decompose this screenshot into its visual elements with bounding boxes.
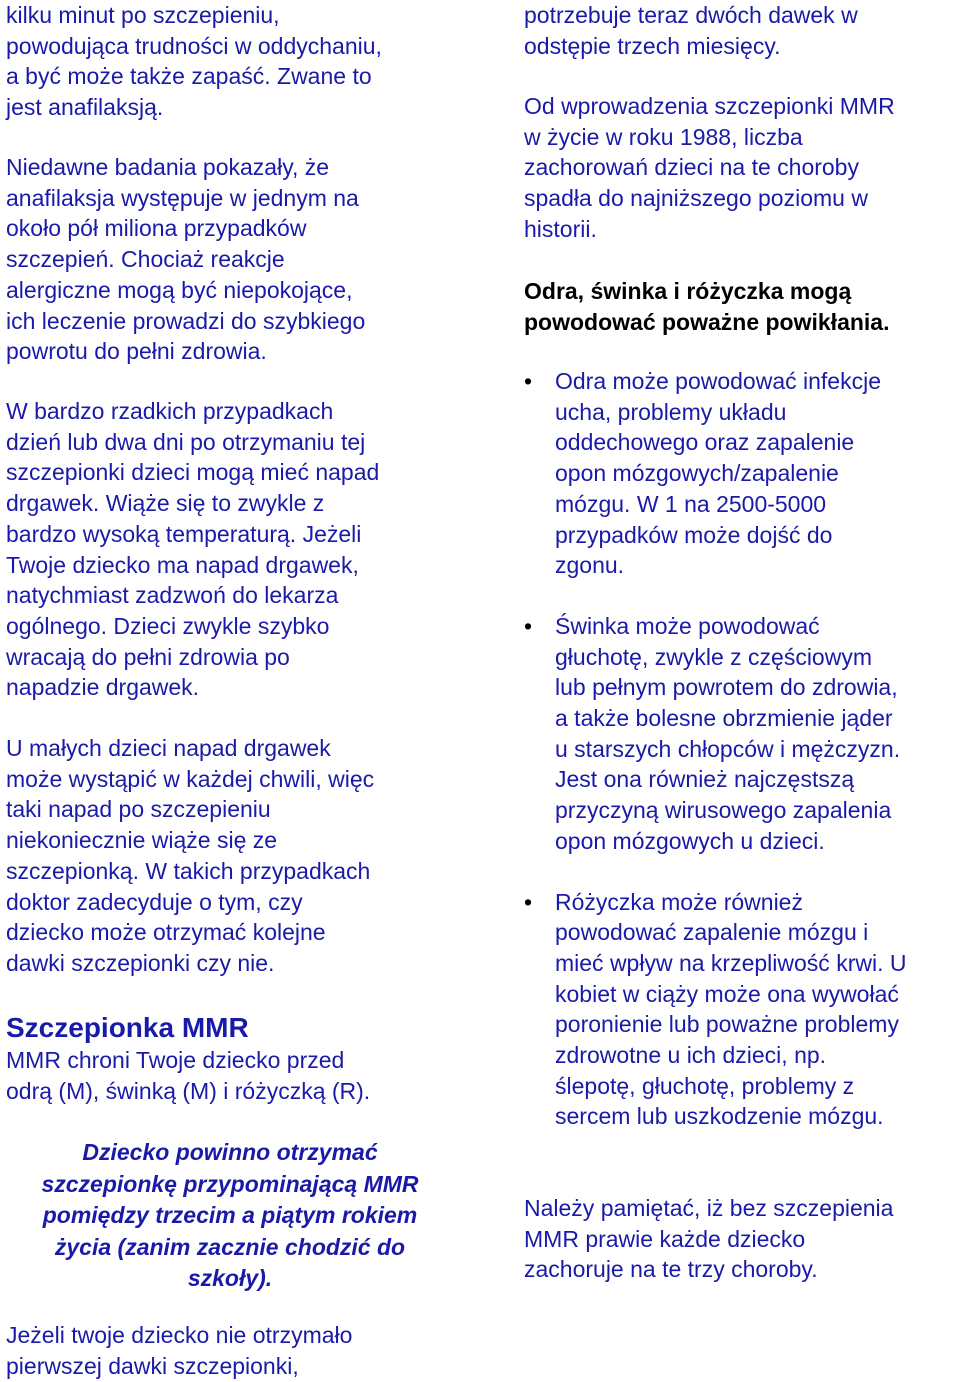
complications-list <box>524 366 960 1132</box>
paragraph-two-doses: potrzebuje teraz dwóch dawek w odstępie trzech miesięcy. <box>524 2 858 59</box>
paragraph-seizures-young-children: U małych dzieci napad drgawek może wystąpić w każdej chwili, więc taki napad po szczepieniu niekoniecznie wiąże się ze szczepionką. W takich przypadkach doktor zadecyduje o tym, czy dziecko może otrzymać kolejne dawki szczepionki czy nie. <box>6 735 375 976</box>
paragraph-mmr-history: Od wprowadzenia szczepionki MMR w życie w roku 1988, liczba zachorowań dzieci na te choroby spadła do najniższego poziomu w historii. <box>524 93 895 242</box>
bullet-icon: • <box>524 368 533 394</box>
bullet-icon: • <box>524 888 533 915</box>
paragraph-mmr-protects: MMR chroni Twoje dziecko przed odrą (M), świnką (M) i różyczką (R). <box>6 1047 371 1104</box>
list-item-text: Odra może powodować infekcje ucha, problemy układu oddechowego oraz zapalenie opon mózgowych/zapalenie mózgu. W 1 na 2500-5000 przypadków może dojść do zgonu. <box>555 368 881 579</box>
highlight-booster-dose: Dziecko powinno otrzymać szczepionkę przypominającą MMR pomiędzy trzecim a piątym rokiem życia (zanim zacznie chodzić do szkoły). <box>41 1139 419 1291</box>
bullet-icon: • <box>524 612 533 639</box>
list-item-text: Świnka może powodować głuchotę, zwykle z częściowym lub pełnym powrotem do zdrowia, a także bolesne obrzmienie jąder u starszych chłopców i mężczyzn. Jest ona również najczęstszą przyczyną wirusowego zapalenia opon mózgowych u dzieci. <box>555 612 901 854</box>
paragraph-seizures: W bardzo rzadkich przypadkach dzień lub dwa dni po otrzymaniu tej szczepionki dzieci mogą mieć napad drgawek. Wiąże się to zwykle z bardzo wysoką temperaturą. Jeżeli Twoje dziecko ma napad drgawek, natychmiast zadzwoń do lekarza ogólnego. Dzieci zwykle szybko wracają do pełni zdrowia po napadzie drgawek. <box>6 398 380 701</box>
list-item-text: Różyczka może również powodować zapalenie mózgu i mieć wpływ na krzepliwość krwi. U kobiet w ciąży może ona wywołać poronienie lub poważne problemy zdrowotne u ich dzieci, np. ślepotę, głuchotę, problemy z sercem lub uszkodzenie mózgu. <box>555 888 907 1130</box>
list-item-rubella <box>524 887 960 1133</box>
paragraph-anaphylaxis-research: Niedawne badania pokazały, że anafilaksja występuje w jednym na około pół miliona przypadków szczepień. Chociaż reakcje alergiczne mogą być niepokojące, ich leczenie prowadzi do szybkiego powrotu do pełni zdrowia. <box>6 154 366 365</box>
paragraph-anaphylaxis-intro: kilku minut po szczepieniu, powodująca trudności w oddychaniu, a być może także zapaść. Zwane to jest anafilaksją. <box>6 2 382 121</box>
paragraph-without-mmr: Należy pamiętać, iż bez szczepienia MMR prawie każde dziecko zachoruje na te trzy choroby. <box>524 1195 894 1283</box>
list-item-measles <box>524 366 960 581</box>
heading-mmr-vaccine: Szczepionka MMR <box>6 1012 249 1043</box>
paragraph-missed-first-dose: Jeżeli twoje dziecko nie otrzymało pierwszej dawki szczepionki, <box>6 1322 353 1379</box>
list-item-mumps <box>524 611 960 857</box>
heading-complications: Odra, świnka i różyczka mogą powodować poważne powikłania. <box>524 278 890 335</box>
